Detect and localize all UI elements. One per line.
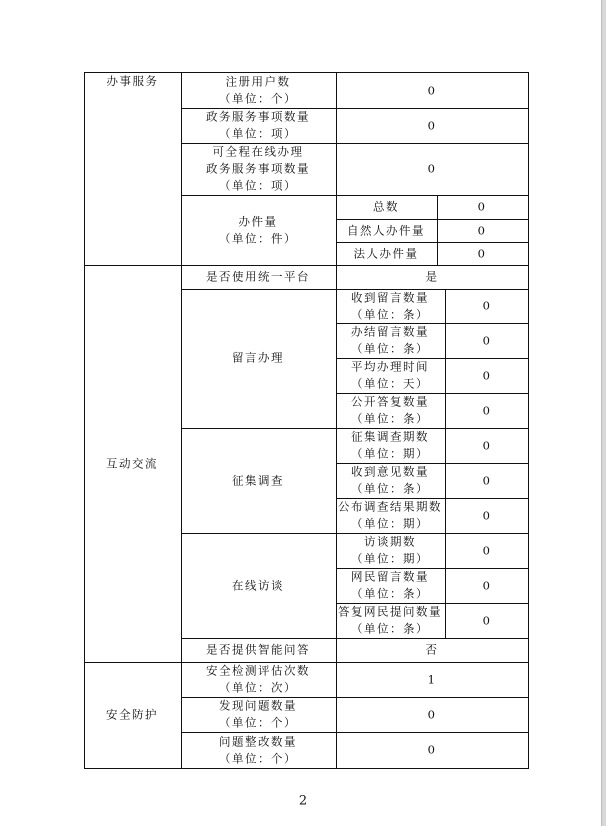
issues-found-value: 0	[427, 707, 437, 722]
table-rule	[437, 195, 438, 266]
volume-natural-value: 0	[477, 223, 487, 238]
table-rule	[84, 265, 528, 266]
survey-group-label: 征集调查	[232, 473, 284, 488]
smart-qa-label: 是否提供智能问答	[206, 642, 310, 657]
page-edge	[602, 0, 606, 826]
message-group-label: 留言办理	[232, 350, 284, 365]
message-closed-label: 办结留言数量	[351, 324, 429, 339]
online-items-label-1: 可全程在线办理	[212, 144, 304, 159]
interview-messages-unit: （单位：条）	[351, 586, 429, 601]
issues-found-label: 发现问题数量	[219, 698, 297, 713]
online-items-unit: （单位：项）	[219, 178, 297, 193]
volume-label: 办件量	[238, 214, 278, 229]
issues-fixed-label: 问题整改数量	[219, 734, 297, 749]
survey-periods-value: 0	[482, 438, 492, 453]
section-label-security: 安全防护	[106, 707, 158, 722]
survey-results-value: 0	[482, 508, 492, 523]
volume-unit: （单位：件）	[219, 231, 297, 246]
table-rule	[181, 533, 528, 534]
security-checks-label: 安全检测评估次数	[206, 663, 310, 678]
volume-natural-label: 自然人办件量	[347, 223, 425, 238]
survey-results-label: 公布调查结果期数	[338, 499, 442, 514]
table-rule	[336, 72, 337, 769]
volume-total-value: 0	[477, 199, 487, 214]
section-label-interaction: 互动交流	[106, 456, 158, 471]
registered-users-value: 0	[427, 83, 437, 98]
message-avg-time-unit: （单位：天）	[351, 376, 429, 391]
survey-periods-label: 征集调查期数	[351, 429, 429, 444]
smart-qa-value: 否	[425, 642, 439, 657]
unified-platform-label: 是否使用统一平台	[206, 269, 310, 284]
message-received-unit: （单位：条）	[351, 307, 429, 322]
survey-opinions-unit: （单位：条）	[351, 481, 429, 496]
table-rule	[84, 768, 529, 769]
message-public-value: 0	[482, 403, 492, 418]
issues-fixed-unit: （单位：个）	[219, 751, 297, 766]
interview-messages-label: 网民留言数量	[351, 569, 429, 584]
section-label-service: 办事服务	[106, 74, 159, 88]
table-rule	[336, 242, 528, 243]
registered-users-unit: （单位：个）	[219, 91, 297, 106]
unified-platform-value: 是	[425, 269, 439, 284]
issues-fixed-value: 0	[427, 742, 437, 757]
message-received-value: 0	[482, 298, 492, 313]
interview-periods-value: 0	[482, 543, 492, 558]
volume-total-label: 总数	[373, 199, 399, 214]
interview-answers-value: 0	[482, 613, 492, 628]
service-items-value: 0	[427, 118, 437, 133]
table-rule	[445, 289, 446, 639]
message-closed-unit: （单位：条）	[351, 341, 429, 356]
survey-periods-unit: （单位：期）	[351, 446, 429, 461]
message-avg-time-label: 平均办理时间	[351, 359, 429, 374]
table-rule	[181, 195, 528, 196]
message-public-unit: （单位：条）	[351, 411, 429, 426]
table-rule	[336, 219, 528, 220]
table-rule	[181, 72, 182, 769]
interview-periods-unit: （单位：期）	[351, 551, 429, 566]
survey-opinions-value: 0	[482, 473, 492, 488]
interview-periods-label: 访谈期数	[364, 534, 416, 549]
online-items-value: 0	[427, 161, 437, 176]
table-rule	[84, 72, 85, 769]
issues-found-unit: （单位：个）	[219, 715, 297, 730]
message-public-label: 公开答复数量	[351, 394, 429, 409]
service-items-unit: （单位：项）	[219, 126, 297, 141]
interview-group-label: 在线访谈	[232, 578, 284, 593]
message-closed-value: 0	[482, 333, 492, 348]
interview-answers-label: 答复网民提问数量	[338, 604, 442, 619]
message-received-label: 收到留言数量	[351, 290, 429, 305]
page-number: 2	[298, 793, 308, 809]
table-rule	[181, 638, 528, 639]
interview-messages-value: 0	[482, 578, 492, 593]
security-checks-value: 1	[427, 672, 437, 687]
online-items-label-2: 政务服务事项数量	[206, 161, 310, 176]
survey-results-unit: （单位：期）	[351, 516, 429, 531]
volume-legal-value: 0	[477, 246, 487, 261]
survey-opinions-label: 收到意见数量	[351, 464, 429, 479]
table-rule	[528, 72, 529, 769]
volume-legal-label: 法人办件量	[353, 246, 419, 261]
registered-users-label: 注册用户数	[225, 74, 291, 89]
security-checks-unit: （单位：次）	[219, 680, 297, 695]
message-avg-time-value: 0	[482, 368, 492, 383]
interview-answers-unit: （单位：条）	[351, 621, 429, 636]
service-items-label: 政务服务事项数量	[206, 109, 310, 124]
